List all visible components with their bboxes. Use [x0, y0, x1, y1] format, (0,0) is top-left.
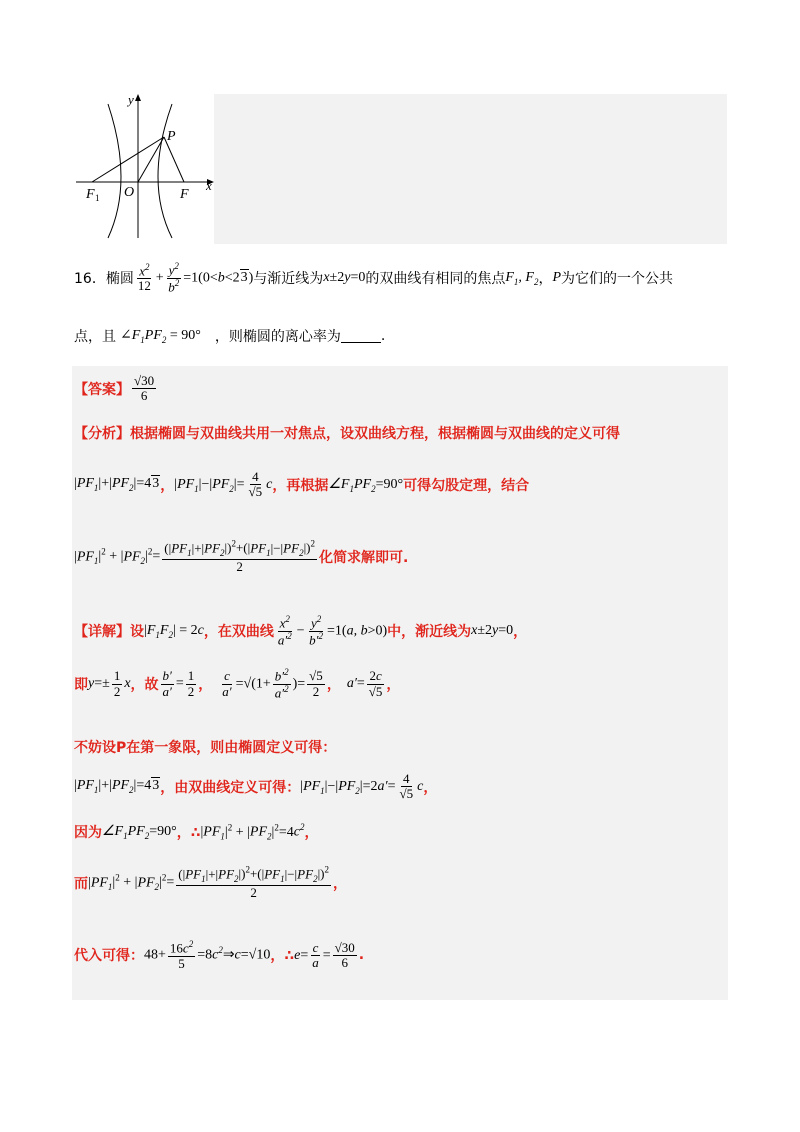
label-y: y: [128, 92, 134, 107]
label-P: P: [167, 129, 176, 144]
detail-line-7: 代入可得： 48+ $\frac{16c^2}{5}$ $=8c^2\Rightarrow c=√10$ ，∴ e= $\frac{c}{a}$ = $\frac{√30}{6}$ .: [74, 939, 365, 971]
question-text-8: .: [380, 328, 386, 344]
analysis-text-1: 根据椭圆与双曲线共用一对焦点，设双曲线方程，根据椭圆与双曲线的定义可得: [130, 426, 620, 442]
asymptote-equation: x±2y=0: [323, 270, 366, 286]
question-text-2: 与渐近线为: [253, 271, 324, 288]
ellipse-sum-formula: $|PF_1|+|PF_2|=43$: [74, 476, 160, 494]
analysis-tag: 【分析】: [74, 426, 130, 442]
detail-line-3: 不妨设P在第一象限，则由椭圆定义可得：: [74, 740, 337, 756]
answer-blank: [341, 330, 381, 343]
analysis-line-2: $|PF_1|+|PF_2|=43$ ， $|PF_1|-|PF_2|=$ $\frac{4}{√5}$ c ，再根据 $\angle F_1PF_2=90^\circ$ 可得勾股定理，结合: [74, 469, 530, 500]
detail-line-6: 而 $|PF_1|^2 + |PF_2|^2=$ $\frac{(|PF_1|+|PF_2|)^2+(|PF_1|-|PF_2|)^2}{2}$ ，: [74, 865, 347, 900]
question-line-1: [74, 262, 673, 294]
point-p: P: [552, 270, 562, 286]
analysis-line-1: [74, 423, 620, 443]
hyperbola-equation: $\frac{x^2}{a'^2}$ − $\frac{y^2}{b'^2}$ =1(a, b>0): [277, 614, 388, 647]
detail-line-5: 因为 $\angle F_1PF_2=90^\circ$ ，∴ $|PF_1|^2 + |PF_2|^2=4c^2$ ，: [74, 822, 319, 842]
answer-tag: 【答案】: [74, 381, 130, 398]
answer-line: [74, 374, 158, 404]
identity-formula: $|PF_1|^2 + |PF_2|^2=$ $\frac{(|PF_1|+|PF_2|)^2+(|PF_1|-|PF_2|)^2}{2}$: [74, 539, 315, 574]
question-text-3: 的双曲线有相同的焦点: [365, 271, 506, 288]
detail-tag: 【详解】: [74, 624, 130, 641]
label-F1: F: [86, 187, 95, 202]
label-O: O: [124, 185, 135, 200]
answer-value: $\frac{√30}{6}$: [134, 373, 155, 404]
hyperbola-figure: [72, 90, 217, 240]
label-F: F: [180, 187, 189, 202]
question-text-5: 为它们的一个公共: [561, 271, 674, 288]
label-x: x: [206, 178, 212, 193]
hyperbola-diff-formula: $|PF_1|-|PF_2|=$ $\frac{4}{√5}$ c: [174, 469, 273, 500]
detail-line-4: $|PF_1|+|PF_2|=43$ ，由双曲线定义可得： $|PF_1|-|PF_2|=2a'=$ $\frac{4}{√5}$ c ，: [74, 771, 438, 802]
question-number: 16．: [74, 271, 106, 288]
question-text-7: ，则椭圆的离心率为: [214, 329, 341, 345]
question-line-2: [74, 326, 385, 346]
angle-formula: $\angle F_1PF_2=90^\circ$: [328, 476, 404, 494]
label-F1-sub: 1: [95, 193, 100, 203]
detail-line-1: 【详解】 设 $|F_1F_2| = 2c$ ，在双曲线 $\frac{x^2}{a'^2}$ − $\frac{y^2}{b'^2}$ =1(a, b>0) 中，渐近线为 x±2y=0 ，: [74, 614, 528, 647]
angle-condition: $\angle F_1PF_2 = 90^\circ$: [120, 328, 201, 345]
foci: $F_1$, $F_2$: [505, 269, 539, 287]
detail-line-2: 即 y=± $\frac{1}{2}$ x ，故 $\frac{b'}{a'}$ = $\frac{1}{2}$ ， $\frac{c}{a'}$ =√(1+ $\frac{b'^2}{a'^2}$ )= $\frac{√5}{2}$ ， a′= $\frac{2c}{√5}$ ，: [74, 667, 401, 700]
question-text-4: ，: [538, 271, 553, 288]
ellipse-equation: $\frac{x^2}{12}$ + $\frac{y^2}{b^2}$ =1(0<b<23): [137, 261, 254, 294]
question-text-6: 点，且: [74, 329, 116, 345]
question-text-1: 椭圆: [105, 271, 134, 288]
figure-background: [214, 94, 727, 244]
analysis-line-3: $|PF_1|^2 + |PF_2|^2=$ $\frac{(|PF_1|+|PF_2|)^2+(|PF_1|-|PF_2|)^2}{2}$ 化简求解即可.: [74, 539, 409, 574]
